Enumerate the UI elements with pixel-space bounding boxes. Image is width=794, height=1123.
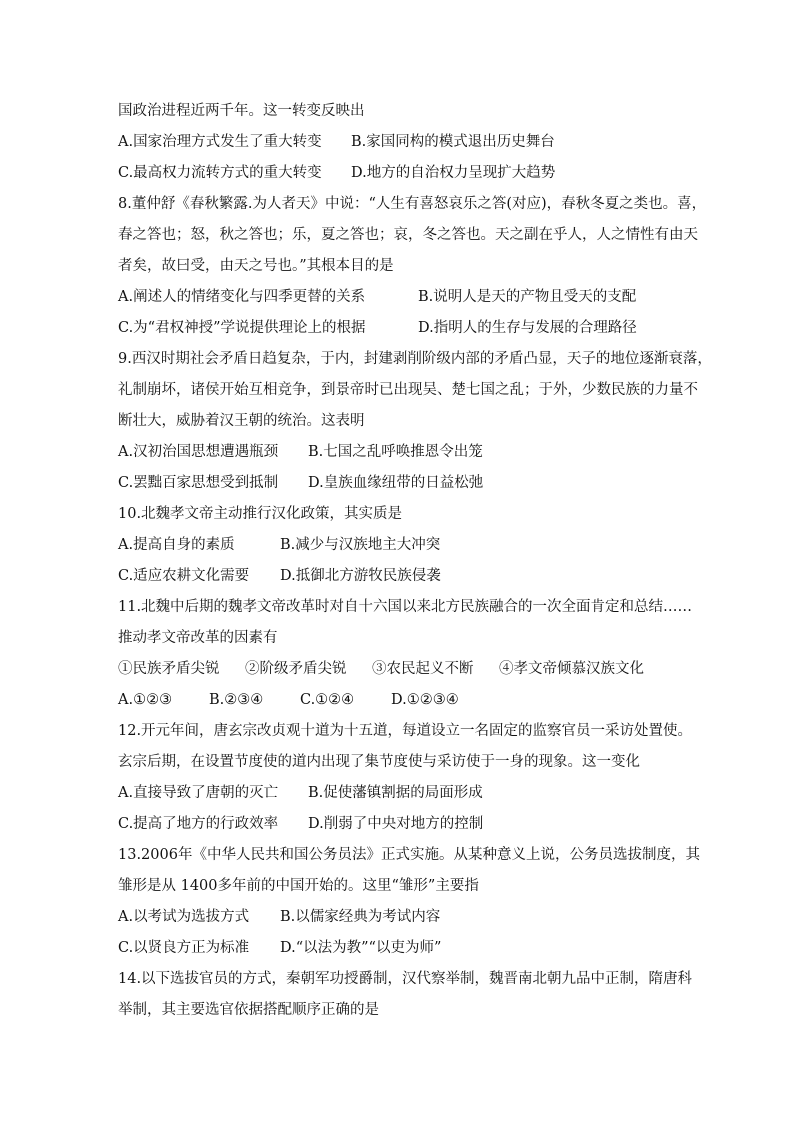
question-11-items-row: [118, 659, 678, 690]
question-9-stem-line-2: 礼制崩坏，诸侯开始互相竞争，到景帝时已出现吴、楚七国之乱；于外，少数民族的力量不: [118, 382, 698, 398]
question-9-options-row-1: [118, 442, 678, 473]
question-12-option-a[interactable]: A.直接导致了唐朝的灭亡: [118, 785, 279, 801]
question-9-option-d[interactable]: D.皇族血缘纽带的日益松弛: [308, 475, 484, 491]
question-12-stem-line-1: 12.开元年间，唐玄宗改贞观十道为十五道，每道设立一名固定的监察官员一采访处置使。: [118, 723, 693, 739]
question-8-stem-line-3: 者矣，故曰受，由天之号也。”其根本目的是: [118, 258, 394, 274]
question-11-item-3: ③农民起义不断: [372, 661, 474, 677]
question-7-stem-tail: 国政治进程近两千年。这一转变反映出: [118, 103, 365, 119]
question-13-option-b[interactable]: B.以儒家经典为考试内容: [280, 909, 441, 925]
question-10-option-c[interactable]: C.适应农耕文化需要: [118, 568, 250, 584]
question-9-option-a[interactable]: A.汉初治国思想遭遇瓶颈: [118, 444, 279, 460]
question-8-stem-line-1: 8.董仲舒《春秋繁露.为人者天》中说：“人生有喜怒哀乐之答(对应)，春秋冬夏之类也。喜，: [118, 196, 707, 212]
question-14-stem-line-1: 14.以下选拔官员的方式，秦朝军功授爵制，汉代察举制，魏晋南北朝九品中正制，隋唐科: [118, 971, 693, 987]
question-7-option-a[interactable]: A.国家治理方式发生了重大转变: [118, 134, 322, 150]
question-13-options-row-2: [118, 938, 678, 969]
question-7-options-row-1: [118, 132, 678, 163]
question-10-options-row-1: [118, 535, 678, 566]
question-12-stem-line-2: 玄宗后期，在设置节度使的道内出现了集节度使与采访使于一身的现象。这一变化: [118, 754, 640, 770]
question-8-stem-line-2: 春之答也；怒，秋之答也；乐，夏之答也；哀，冬之答也。天之副在乎人，人之情性有由天: [118, 227, 698, 243]
question-10-options-row-2: [118, 566, 678, 597]
question-12-options-row-1: [118, 783, 678, 814]
question-10-option-a[interactable]: A.提高自身的素质: [118, 537, 235, 553]
question-13-option-a[interactable]: A.以考试为选拔方式: [118, 909, 250, 925]
question-10-option-d[interactable]: D.抵御北方游牧民族侵袭: [280, 568, 441, 584]
question-8-option-a[interactable]: A.阐述人的情绪变化与四季更替的关系: [118, 289, 366, 305]
question-9-option-b[interactable]: B.七国之乱呼唤推恩令出笼: [308, 444, 483, 460]
question-8-options-row-2: [118, 318, 678, 349]
question-13-option-c[interactable]: C.以贤良方正为标准: [118, 940, 250, 956]
question-11-stem-line-1: 11.北魏中后期的魏孝文帝改革时对自十六国以来北方民族融合的一次全面肯定和总结……: [118, 599, 693, 615]
question-7-option-d[interactable]: D.地方的自治权力呈现扩大趋势: [351, 165, 556, 181]
question-13-stem-line-2: 雏形是从 1400多年前的中国开始的。这里“雏形”主要指: [118, 878, 479, 894]
exam-page: [118, 101, 712, 1031]
question-13-options-row-1: [118, 907, 678, 938]
question-7-option-b[interactable]: B.家国同构的模式退出历史舞台: [351, 134, 555, 150]
question-11-options-row: [118, 690, 678, 721]
question-8-options-row-1: [118, 287, 678, 318]
question-11-option-c[interactable]: C.①②④: [300, 692, 355, 708]
question-11-option-b[interactable]: B.②③④: [209, 692, 264, 708]
question-10-stem: 10.北魏孝文帝主动推行汉化政策，其实质是: [118, 506, 403, 522]
question-11-item-4: ④孝文帝倾慕汉族文化: [499, 661, 644, 677]
question-13-stem-line-1: 13.2006年《中华人民共和国公务员法》正式实施。从某种意义上说，公务员选拔制度，其: [118, 847, 700, 863]
question-11-item-2: ②阶级矛盾尖锐: [245, 661, 347, 677]
question-10-option-b[interactable]: B.减少与汉族地主大冲突: [280, 537, 441, 553]
question-11-option-d[interactable]: D.①②③④: [391, 692, 459, 708]
question-13-option-d[interactable]: D.“以法为教”“以吏为师”: [280, 940, 442, 956]
question-12-option-c[interactable]: C.提高了地方的行政效率: [118, 816, 279, 832]
question-7-options-row-2: [118, 163, 678, 194]
question-8-option-c[interactable]: C.为“君权神授”学说提供理论上的根据: [118, 320, 366, 336]
question-9-options-row-2: [118, 473, 678, 504]
question-9-stem-line-1: 9.西汉时期社会矛盾日趋复杂，于内，封建剥削阶级内部的矛盾凸显，天子的地位逐渐衰落，: [118, 351, 712, 367]
question-12-options-row-2: [118, 814, 678, 845]
question-9-option-c[interactable]: C.罢黜百家思想受到抵制: [118, 475, 279, 491]
question-9-stem-line-3: 断壮大，威胁着汉王朝的统治。这表明: [118, 413, 365, 429]
question-11-stem-line-2: 推动孝文帝改革的因素有: [118, 630, 278, 646]
question-11-item-1: ①民族矛盾尖锐: [118, 661, 220, 677]
question-12-option-b[interactable]: B.促使藩镇割据的局面形成: [308, 785, 483, 801]
question-12-option-d[interactable]: D.削弱了中央对地方的控制: [308, 816, 484, 832]
question-11-option-a[interactable]: A.①②③: [118, 692, 173, 708]
question-8-option-d[interactable]: D.指明人的生存与发展的合理路径: [418, 320, 637, 336]
question-14-stem-line-2: 举制，其主要选官依据搭配顺序正确的是: [118, 1002, 379, 1018]
question-7-option-c[interactable]: C.最高权力流转方式的重大转变: [118, 165, 322, 181]
question-8-option-b[interactable]: B.说明人是天的产物且受天的支配: [418, 289, 637, 305]
